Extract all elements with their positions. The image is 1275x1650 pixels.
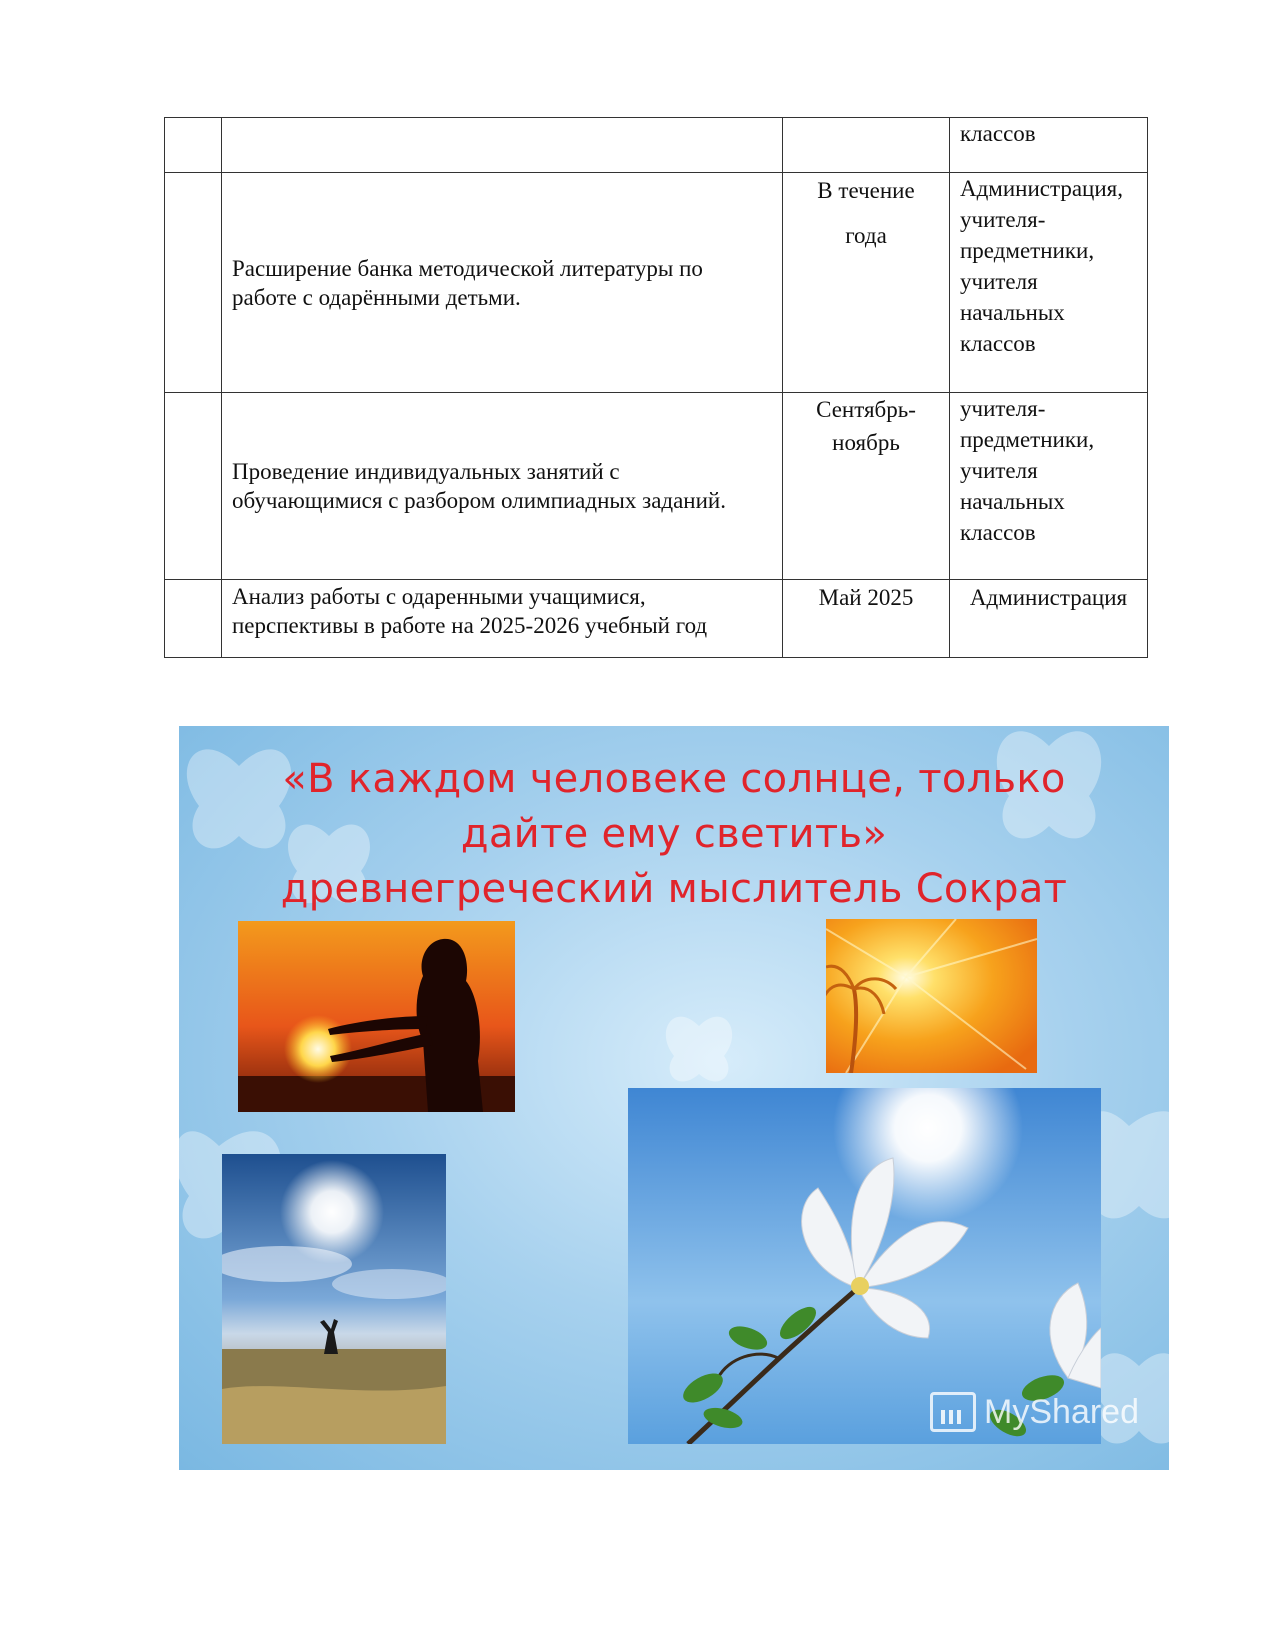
quote-line: древнегреческий мыслитель Сократ xyxy=(280,866,1068,912)
presentation-icon xyxy=(930,1392,976,1432)
date-line: В течение xyxy=(817,178,915,203)
myshared-watermark xyxy=(930,1392,1139,1432)
responsible-line: классов xyxy=(960,331,1036,356)
table-row xyxy=(165,393,1148,580)
watermark-text: MyShared xyxy=(984,1392,1139,1431)
activity-text: Расширение банка методической литературы по работе с одарёнными детьми. xyxy=(232,255,703,310)
woman-holding-sun-photo xyxy=(238,921,515,1112)
date-line: года xyxy=(845,223,887,248)
responsible-line: предметники, xyxy=(960,238,1095,263)
white-flower-sun-photo xyxy=(628,1088,1101,1444)
responsible-line: Администрация xyxy=(969,585,1128,610)
responsible-line: классов xyxy=(960,121,1036,146)
responsible-cell xyxy=(950,173,1148,393)
responsible-line: учителя xyxy=(960,458,1038,483)
plan-table xyxy=(164,117,1148,658)
quote-line: «В каждом человеке солнце, только xyxy=(282,756,1066,802)
table-row xyxy=(165,118,1148,173)
date-cell xyxy=(783,580,950,658)
date-line: Май 2025 xyxy=(818,585,914,610)
activity-text: Проведение индивидуальных занятий с обучающимися с разбором олимпиадных заданий. xyxy=(232,459,726,513)
row-number-cell xyxy=(165,118,222,173)
row-number-cell xyxy=(165,393,222,580)
responsible-line: Администрация, xyxy=(960,176,1123,201)
palm-sun-photo xyxy=(826,919,1037,1073)
responsible-cell xyxy=(950,393,1148,580)
responsible-line: учителя xyxy=(960,269,1038,294)
responsible-line: предметники, xyxy=(960,427,1095,452)
responsible-cell xyxy=(950,580,1148,658)
activity-cell xyxy=(222,393,783,580)
date-cell xyxy=(783,173,950,393)
table-row xyxy=(165,173,1148,393)
quote-line: дайте ему светить» xyxy=(460,811,888,857)
responsible-cell xyxy=(950,118,1148,173)
quote-slide-image xyxy=(179,726,1169,1470)
row-number-cell xyxy=(165,580,222,658)
activity-cell xyxy=(222,173,783,393)
responsible-line: начальных xyxy=(960,489,1065,514)
responsible-line: учителя- xyxy=(960,207,1046,232)
table-row xyxy=(165,580,1148,658)
row-number-cell xyxy=(165,173,222,393)
date-line: Сентябрь- xyxy=(816,397,916,422)
beach-sun-photo xyxy=(222,1154,446,1444)
responsible-line: учителя- xyxy=(960,396,1046,421)
date-line: ноябрь xyxy=(832,430,900,455)
date-cell xyxy=(783,393,950,580)
activity-cell: Анализ работы с одаренными учащимися, перспективы в работе на 2025-2026 учебный год xyxy=(222,580,783,658)
activity-cell xyxy=(222,118,783,173)
responsible-line: классов xyxy=(960,520,1036,545)
slide-quote xyxy=(179,752,1169,917)
responsible-line: начальных xyxy=(960,300,1065,325)
